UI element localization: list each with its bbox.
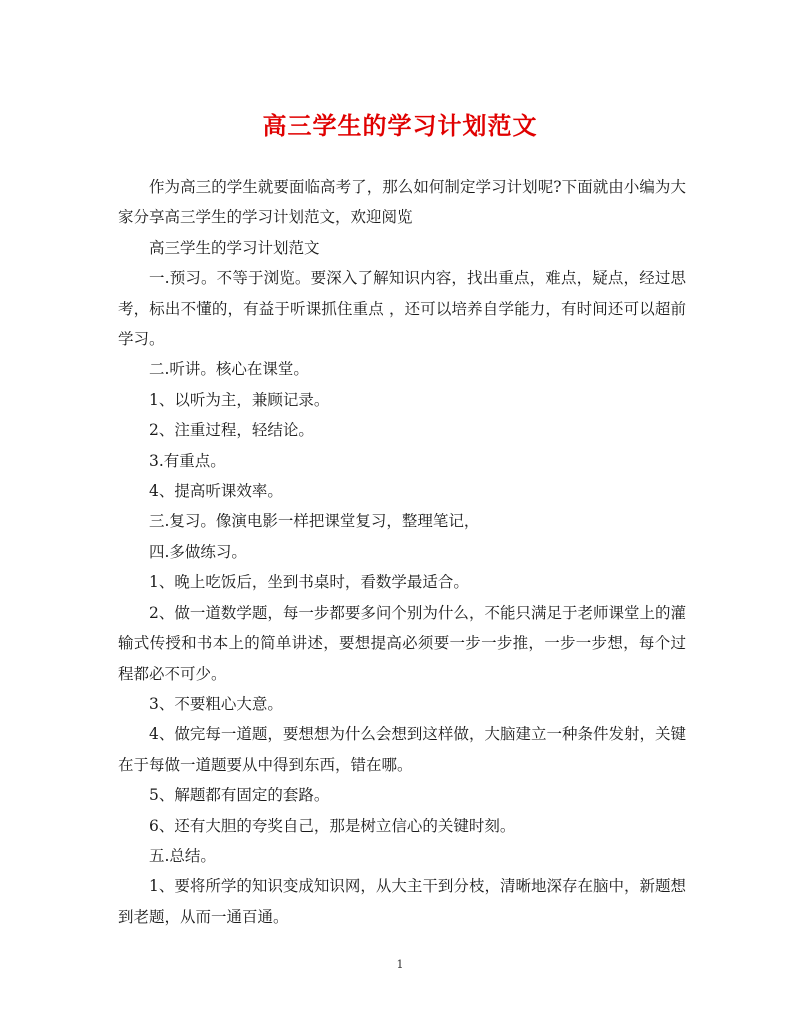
- paragraph: 作为高三的学生就要面临高考了，那么如何制定学习计划呢?下面就由小编为大家分享高三学生的学习计划范文，欢迎阅览: [118, 178, 686, 227]
- paragraph: 1、以听为主，兼顾记录。: [149, 390, 330, 409]
- paragraph: 2、做一道数学题，每一步都要多问个别为什么，不能只满足于老师课堂上的灌输式传授和书本上的简单讲述，要想提高必须要一步一步推，一步一步想，每个过程都必不可少。: [118, 603, 686, 683]
- paragraph: 3、不要粗心大意。: [149, 694, 283, 713]
- paragraph: 2、注重过程，轻结论。: [149, 421, 314, 440]
- paragraph: 4、提高听课效率。: [149, 482, 283, 501]
- paragraph: 4、做完每一道题，要想想为什么会想到这样做，大脑建立一种条件发射，关键在于每做一道题要从中得到东西，错在哪。: [118, 725, 686, 774]
- paragraph: 四.多做练习。: [149, 542, 247, 561]
- page-number: 1: [396, 958, 404, 971]
- paragraph: 1、要将所学的知识变成知识网，从大主干到分枝，清晰地深存在脑中，新题想到老题，从而一通百通。: [118, 877, 686, 926]
- paragraph: 1、晚上吃饭后，坐到书桌时，看数学最适合。: [149, 573, 469, 592]
- paragraph: 3.有重点。: [149, 451, 226, 470]
- paragraph: 五.总结。: [149, 846, 216, 865]
- document-body: [118, 172, 686, 932]
- paragraph: 6、还有大胆的夸奖自己，那是树立信心的关键时刻。: [149, 816, 516, 835]
- paragraph: 三.复习。像演电影一样把课堂复习，整理笔记，: [149, 512, 480, 531]
- paragraph: 二.听讲。核心在课堂。: [149, 360, 309, 379]
- document-title: 高三学生的学习计划范文: [262, 111, 538, 140]
- paragraph: 高三学生的学习计划范文: [149, 238, 320, 257]
- paragraph: 一.预习。不等于浏览。要深入了解知识内容，找出重点，难点，疑点，经过思考，标出不懂的，有益于听课抓住重点 ，还可以培养自学能力，有时间还可以超前学习。: [118, 269, 686, 349]
- paragraph: 5、解题都有固定的套路。: [149, 786, 330, 805]
